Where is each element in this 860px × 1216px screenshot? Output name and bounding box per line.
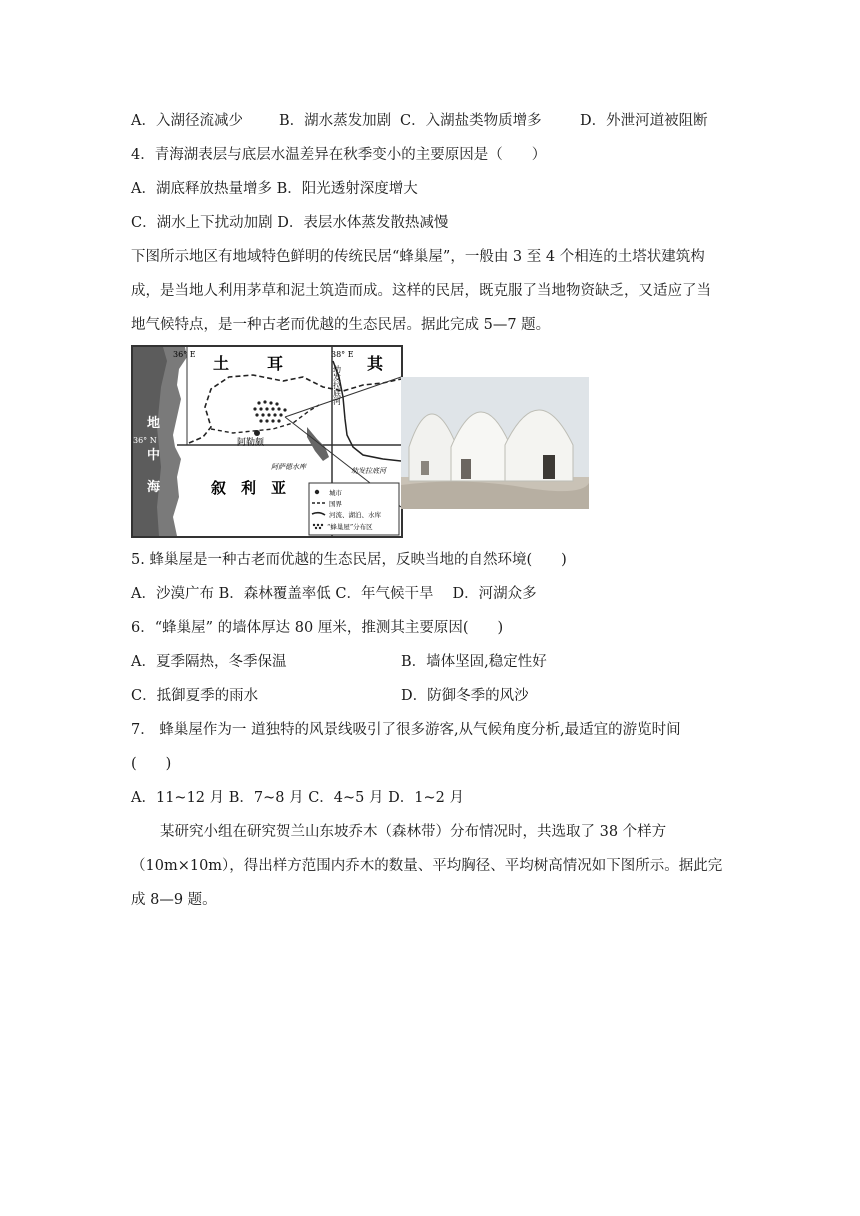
sea-char-1: 地 bbox=[147, 416, 161, 431]
beehive-house-photo bbox=[401, 377, 589, 509]
figure-beehive-house bbox=[131, 345, 589, 538]
river-vertical-label: 幼发拉底河 bbox=[332, 365, 342, 405]
legend-city-symbol bbox=[315, 490, 319, 494]
q5-options: A．沙漠广布 B．森林覆盖率低 C．年气候干旱 D．河湖众多 bbox=[131, 586, 537, 602]
q3-option-b: B．湖水蒸发加剧 bbox=[279, 113, 392, 129]
map-figure bbox=[131, 345, 403, 538]
legend-water-label: 河流、湖泊、水库 bbox=[329, 511, 381, 519]
q6-stem: 6．“蜂巢屋” 的墙体厚达 80 厘米，推测其主要原因( ) bbox=[131, 620, 504, 636]
legend-city-label: 城市 bbox=[329, 489, 342, 497]
sea-char-3: 海 bbox=[147, 480, 161, 495]
distribution-area bbox=[253, 400, 286, 422]
q7-stem-line-1: 7． 蜂巢屋作为一 道独特的风景线吸引了很多游客,从气候角度分析,最适宜的游览时间 bbox=[131, 722, 681, 738]
q3-option-c: C．入湖盐类物质增多 bbox=[400, 113, 542, 129]
connector-top bbox=[285, 377, 401, 417]
q6-option-a: A．夏季隔热，冬季保温 bbox=[131, 654, 287, 670]
lon-38-label: 38° E bbox=[331, 350, 354, 359]
q5-stem: 5. 蜂巢屋是一种古老而优越的生态民居，反映当地的自然环境( ) bbox=[131, 552, 567, 568]
q7-stem-line-2: ( ) bbox=[131, 756, 172, 772]
q6-option-c: C．抵御夏季的雨水 bbox=[131, 688, 259, 704]
intro-8-9 bbox=[131, 822, 731, 924]
turkey-char-1: 土 bbox=[213, 354, 230, 373]
map-svg bbox=[133, 347, 401, 536]
turkey-char-3: 其 bbox=[367, 354, 384, 373]
legend-area-label: “蜂巢屋”分布区 bbox=[327, 523, 373, 531]
q6-option-d: D．防御冬季的风沙 bbox=[401, 688, 529, 704]
euphrates-label: 幼发拉底河 bbox=[351, 467, 386, 475]
reservoir-label: 阿萨德水库 bbox=[271, 463, 306, 471]
border-line-2 bbox=[211, 405, 319, 433]
lat-36-label: 36° N bbox=[133, 436, 157, 445]
q4-options-row-1: A．湖底释放热量增多 B．阳光透射深度增大 bbox=[131, 181, 418, 197]
q4-options-row-2: C．湖水上下扰动加剧 D．表层水体蒸发散热减慢 bbox=[131, 215, 449, 231]
q3-option-a: A．入湖径流减少 bbox=[131, 113, 243, 129]
q6-option-b: B．墙体坚固,稳定性好 bbox=[401, 654, 547, 670]
reservoir-shape bbox=[307, 427, 329, 461]
city-dot bbox=[254, 430, 260, 436]
border-line bbox=[189, 375, 401, 443]
intro-5-7-line-3: 地气候特点，是一种古老而优越的生态民居。据此完成 5—7 题。 bbox=[131, 317, 551, 333]
aleppo-label: 阿勒颇 bbox=[237, 438, 265, 448]
intro-5-7-line-1: 下图所示地区有地域特色鲜明的传统民居“蜂巢屋”，一般由 3 至 4 个相连的土塔状建筑构 bbox=[131, 249, 705, 265]
sea-char-2: 中 bbox=[147, 448, 161, 463]
intro-5-7-line-2: 成，是当地人利用茅草和泥土筑造而成。这样的民居，既克服了当地物资缺乏，又适应了当 bbox=[131, 283, 711, 299]
q7-options: A．11~12 月 B．7~8 月 C．4~5 月 D．1~2 月 bbox=[131, 790, 464, 806]
intro-5-7 bbox=[131, 247, 731, 349]
photo-svg bbox=[401, 377, 589, 509]
syria-label: 叙 利 亚 bbox=[211, 479, 287, 497]
intro-8-9-line-1: 某研究小组在研究贺兰山东坡乔木（森林带）分布情况时，共选取了 38 个样方 bbox=[131, 824, 667, 840]
turkey-char-2: 耳 bbox=[267, 354, 284, 373]
intro-8-9-line-3: 成 8—9 题。 bbox=[131, 892, 217, 908]
intro-8-9-line-2: （10m×10m），得出样方范围内乔木的数量、平均胸径、平均树高情况如下图所示。据此完 bbox=[131, 858, 723, 874]
q4-stem: 4．青海湖表层与底层水温差异在秋季变小的主要原因是（ ） bbox=[131, 147, 547, 163]
legend-border-label: 国界 bbox=[329, 500, 342, 508]
river-line bbox=[333, 361, 401, 461]
q3-option-d: D．外泄河道被阻断 bbox=[580, 113, 708, 129]
lon-36-label: 36° E bbox=[173, 350, 196, 359]
